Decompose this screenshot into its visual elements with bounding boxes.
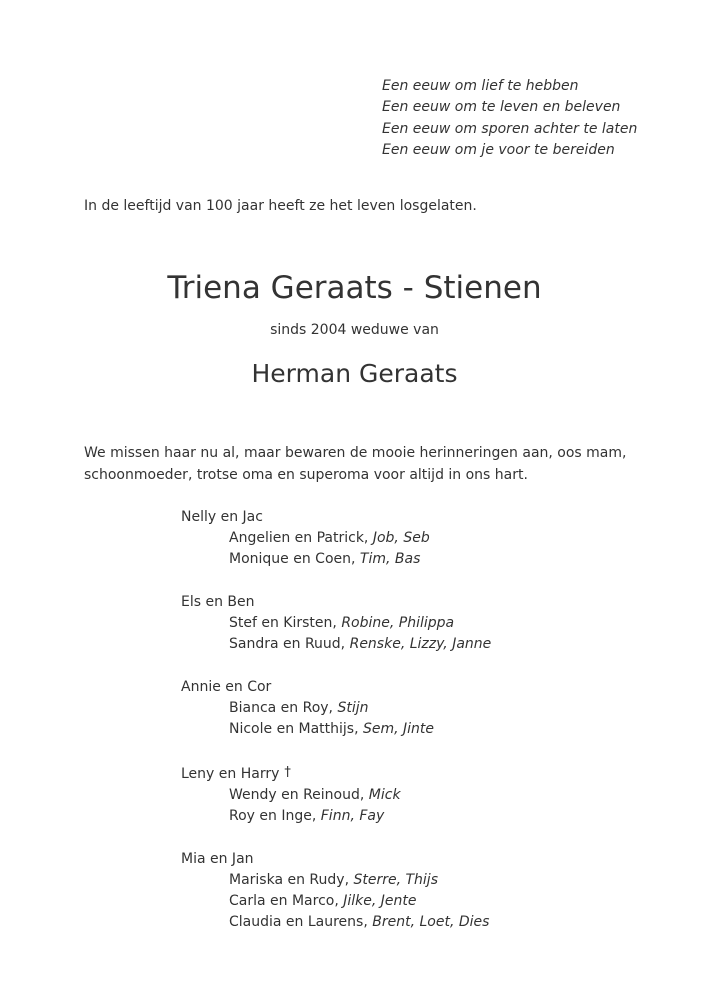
grandchild-couple: Roy en Inge, (229, 808, 321, 825)
grandchild-couple: Bianca en Roy, (229, 700, 338, 717)
great-grandchildren: Tim, Bas (359, 551, 421, 568)
intro-text: In de leeftijd van 100 jaar heeft ze het leven losgelaten. (84, 198, 477, 214)
poem-line: Een eeuw om sporen achter te laten (382, 120, 638, 137)
grandchild-couple: Claudia en Laurens, (229, 914, 373, 931)
grandchild-line (181, 719, 491, 740)
great-grandchildren: Stijn (337, 700, 369, 717)
grandchild-line (181, 634, 491, 655)
family-parents (181, 762, 491, 785)
opening-poem (382, 76, 637, 161)
parents-name: Els en Ben (181, 593, 255, 610)
grandchild-line (181, 698, 491, 719)
grandchild-couple: Mariska en Rudy, (229, 871, 354, 888)
deceased-name: Triena Geraats - Stienen (167, 270, 542, 306)
poem-line: Een eeuw om je voor te bereiden (382, 141, 615, 158)
family-block (181, 849, 491, 934)
message-line: schoonmoeder, trotse oma en superoma voor altijd in ons hart. (84, 466, 528, 483)
poem-line: Een eeuw om te leven en beleven (382, 99, 621, 116)
grandchild-line (181, 613, 491, 634)
grandchild-couple: Nicole en Matthijs, (229, 721, 363, 738)
parents-name: Nelly en Jac (181, 509, 263, 525)
since-text: sinds 2004 weduwe van (270, 322, 439, 338)
great-grandchildren: Brent, Loet, Dies (372, 914, 490, 931)
parents-name: Leny en Harry (181, 765, 280, 782)
great-grandchildren: Renske, Lizzy, Janne (349, 636, 492, 653)
grandchild-couple: Angelien en Patrick, (229, 530, 373, 547)
grandchild-line (181, 912, 491, 933)
family-block (181, 592, 491, 656)
spouse-name: Herman Geraats (251, 359, 458, 388)
family-parents (181, 677, 491, 698)
great-grandchildren: Robine, Philippa (341, 615, 455, 632)
parents-name: Mia en Jan (181, 850, 254, 867)
great-grandchildren: Mick (368, 786, 401, 803)
family-block (181, 507, 491, 571)
great-grandchildren: Sem, Jinte (363, 721, 435, 738)
family-parents (181, 849, 491, 870)
grandchild-couple: Carla en Marco, (229, 893, 344, 910)
grandchild-line (181, 870, 491, 891)
grandchild-couple: Monique en Coen, (229, 551, 360, 568)
family-block (181, 762, 491, 828)
great-grandchildren: Finn, Fay (320, 808, 385, 825)
family-parents (181, 507, 491, 528)
great-grandchildren: Job, Seb (372, 530, 430, 547)
parents-name: Annie en Cor (181, 678, 272, 695)
grandchild-couple: Sandra en Ruud, (229, 636, 350, 653)
grandchild-line (181, 528, 491, 549)
message-line: We missen haar nu al, maar bewaren de mooie herinneringen aan, oos mam, (84, 445, 627, 461)
grandchild-line (181, 806, 491, 827)
grandchild-line (181, 785, 491, 806)
grandchild-couple: Wendy en Reinoud, (229, 786, 369, 803)
poem-line: Een eeuw om lief te hebben (382, 78, 579, 94)
great-grandchildren: Sterre, Thijs (353, 871, 438, 888)
family-parents (181, 592, 491, 613)
great-grandchildren: Jilke, Jente (343, 893, 417, 910)
family-list (181, 507, 491, 955)
message-text (84, 443, 644, 486)
family-block (181, 677, 491, 741)
grandchild-line (181, 891, 491, 912)
grandchild-line (181, 549, 491, 570)
grandchild-couple: Stef en Kirsten, (229, 615, 342, 632)
deceased-cross-icon: † (284, 764, 291, 780)
